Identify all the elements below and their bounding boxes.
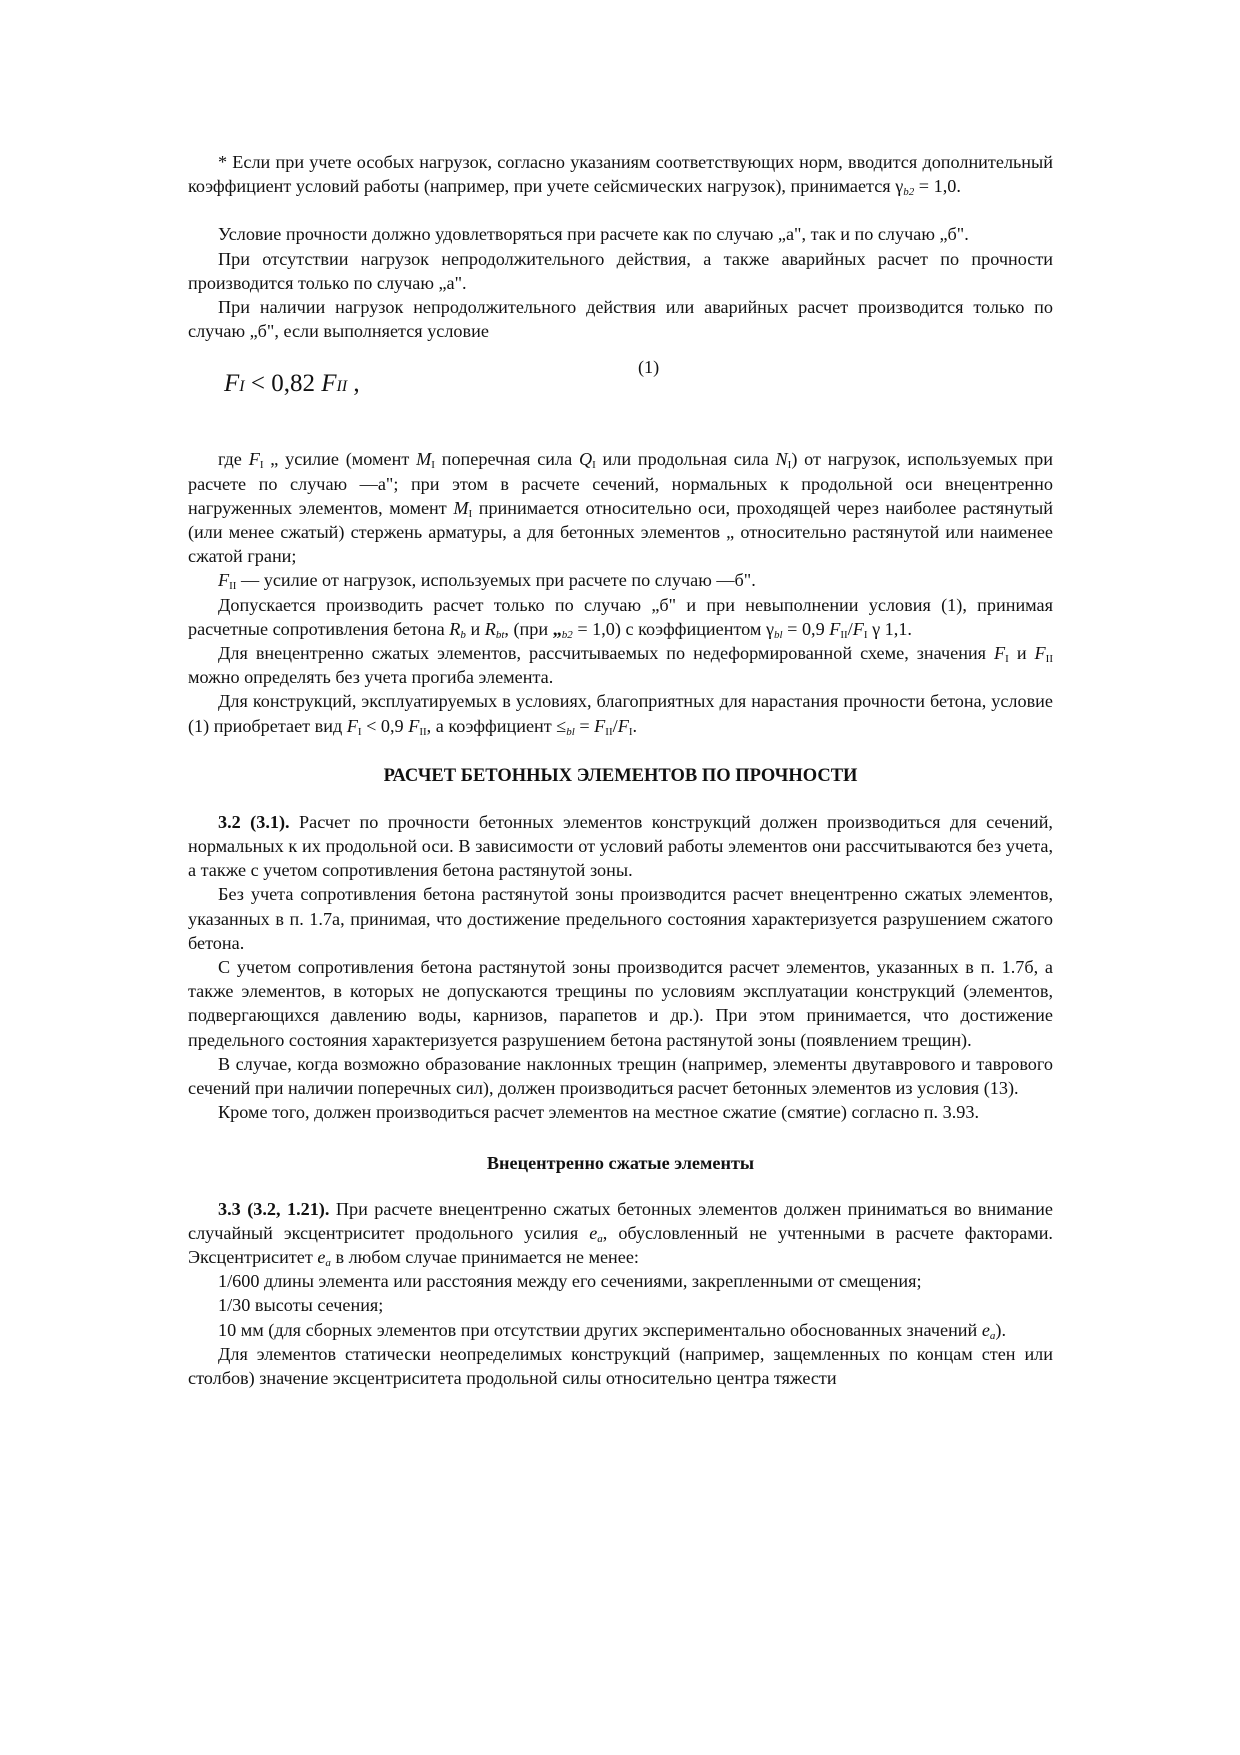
paragraph-eccentric-undeformed: Для внецентренно сжатых элементов, рассчитываемых по недеформированной схеме, значения $F_I$ и $F_{II}$ можно определять без учета прогиба элемента. [188,643,1053,688]
paragraph-3-3: 3.3 (3.2, 1.21). При расчете внецентренно сжатых бетонных элементов должен приниматься во внимание случайный эксцентриситет продольного усилия $e_a$, обусловленный не учтенными в расчете факторами. Эксцентриситет $e_a$ в любом случае принимается не менее: [188,1198,1053,1269]
paragraph-condition-both-cases: Условие прочности должно удовлетворяться при расчете как по случаю „а", так и по случаю „б". [218,224,969,245]
subsection-heading: Внецентренно сжатые элементы [486,1152,755,1173]
paragraph-no-short-loads: При отсутствии нагрузок непродолжительного действия, а также аварийных расчет по прочности производится только по случаю „а". [188,248,1053,293]
paragraph-local-compression: Кроме того, должен производиться расчет элементов на местное сжатие (смятие) согласно п. 3.93. [218,1102,979,1123]
list-item-10mm: 10 мм (для сборных элементов при отсутствии других экспериментально обоснованных значений $e_a$). [218,1319,1006,1342]
paragraph-with-tension-zone: С учетом сопротивления бетона растянутой зоны производится расчет элементов, указанных в п. 1.7б, а также элементов, в которых не допускаются трещины по условиям эксплуатации конструкций (элементов, подвергающихся давлению воды, карнизов, парапетов и др.). При этом принимается, что достижение предельного состояния характеризуется разрушением бетона растянутой зоны (появлением трещин). [188,957,1053,1050]
paragraph-with-short-loads: При наличии нагрузок непродолжительного действия или аварийных расчет производится только по случаю „б", если выполняется условие [188,297,1053,342]
paragraph-without-tension-zone: Без учета сопротивления бетона растянутой зоны производится расчет внецентренно сжатых элементов, указанных в п. 1.7а, принимая, что достижение предельного состояния характеризуется разрушением сжатого бетона. [188,884,1053,953]
formula-number: (1) [638,357,660,378]
list-item-1-30: 1/30 высоты сечения; [218,1295,384,1316]
document-page [188,150,1053,1390]
paragraph-fii-definition: $F_{II}$ — усилие от нагрузок, используемых при расчете по случаю —б". [218,570,756,593]
footnote-paragraph: * Если при учете особых нагрузок, согласно указаниям соответствующих норм, вводится дополнительный коэффициент условий работы (например, при учете сейсмических нагрузок), принимается $\gamma_{b2} = 1,0$. [188,152,1053,199]
paragraph-inclined-cracks: В случае, когда возможно образование наклонных трещин (например, элементы двутаврового и таврового сечений при наличии поперечных сил), должен производиться расчет бетонных элементов из условия (13). [188,1053,1053,1099]
paragraph-where-definition: где $F_I$ „ усилие (момент $M_I$ поперечная сила $Q_I$ или продольная сила $N_I$) от нагрузок, используемых при расчете по случаю —а"; при этом в расчете сечений, нормальных к продольной оси внецентренно нагруженных элементов, момент $M_I$ принимается относительно оси, проходящей через наиболее растянутый (или менее сжатый) стержень арматуры, а для бетонных элементов „ относительно растянутой или наименее сжатой грани; [188,449,1053,567]
list-item-1-600: 1/600 длины элемента или расстояния между его сечениями, закрепленными от смещения; [218,1271,922,1292]
paragraph-statically-indeterminate: Для элементов статически неопределимых конструкций (например, защемленных по концам стен или столбов) значение эксцентриситета продольной силы относительно центра тяжести [188,1343,1053,1388]
formula-expression: FI < 0,82 FII , [224,370,360,398]
paragraph-allowed-case-b: Допускается производить расчет только по случаю „б" и при невыполнении условия (1), принимая расчетные сопротивления бетона $R_b$ и $R_{bt}$, (при $„_{b2} = 1,0$) с коэффициентом $\gamma_{bl} = 0,9$ $F_{II}/F_I$ γ 1,1. [188,594,1053,641]
formula-1 [188,357,1053,437]
paragraph-favorable-conditions: Для конструкций, эксплуатируемых в условиях, благоприятных для нарастания прочности бетона, условие (1) приобретает вид $F_I < 0,9$ $F_{II}$, а коэффициент $\le_{bl} = F_{II}/F_I$. [188,691,1053,738]
paragraph-3-2: 3.2 (3.1). Расчет по прочности бетонных элементов конструкций должен производиться для сечений, нормальных к их продольной оси. В зависимости от условий работы элементов они рассчитываются без учета, а также с учетом сопротивления бетона растянутой зоны. [188,811,1053,881]
section-heading: РАСЧЕТ БЕТОННЫХ ЭЛЕМЕНТОВ ПО ПРОЧНОСТИ [383,765,858,786]
